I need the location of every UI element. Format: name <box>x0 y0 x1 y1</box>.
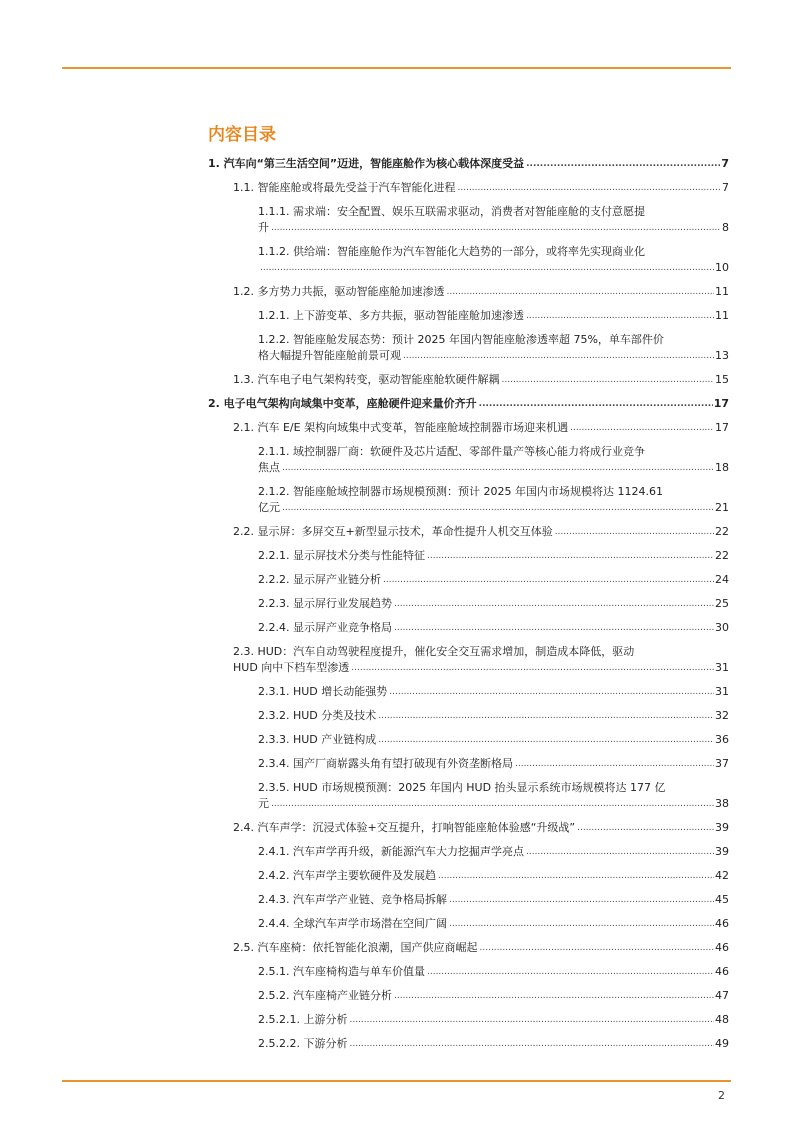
toc-entry-page: 7 <box>722 181 729 194</box>
toc-leader-dots <box>349 1040 714 1049</box>
toc-leader-dots <box>502 376 715 385</box>
toc-leader-dots <box>378 712 714 721</box>
toc-entry-text: 2.4. 汽车声学：沉浸式体验+交互提升，打响智能座舱体验感“升级战” <box>233 821 576 834</box>
toc-entry-page: 42 <box>715 869 729 882</box>
toc-leader-dots <box>394 992 714 1001</box>
toc-entry-page: 7 <box>721 157 729 170</box>
toc-entry-page: 48 <box>715 1013 729 1026</box>
toc-entry-page: 17 <box>713 397 729 410</box>
toc-leader-dots <box>555 528 714 537</box>
toc-entry-text: 2.4.3. 汽车声学产业链、竞争格局拆解 <box>258 893 447 906</box>
toc-leader-dots <box>394 624 714 633</box>
toc-entry-text: 1. 汽车向“第三生活空间”迈进，智能座舱作为核心载体深度受益 <box>208 157 525 170</box>
toc-entry-1-3[interactable] <box>233 372 729 388</box>
toc-entry-text-line2: 升 <box>258 221 269 234</box>
toc-entry-text: 2.2.4. 显示屏产业竞争格局 <box>258 621 392 634</box>
toc-leader-dots <box>403 352 714 361</box>
toc-entry-2-5-2[interactable] <box>258 988 729 1004</box>
toc-leader-dots <box>577 824 714 833</box>
toc-entry-page: 17 <box>715 421 729 434</box>
toc-entry-1-1-2[interactable] <box>258 244 729 276</box>
toc-entry-1[interactable] <box>208 156 729 172</box>
toc-entry-text: 2.4.1. 汽车声学再升级，新能源汽车大力挖掘声学亮点 <box>258 845 524 858</box>
toc-entry-text-line2: 格大幅提升智能座舱前景可观 <box>258 349 401 362</box>
toc-leader-dots <box>515 760 714 769</box>
toc-entry-text: 1.2. 多方势力共振，驱动智能座舱加速渗透 <box>233 285 445 298</box>
toc-leader-dots <box>427 968 714 977</box>
toc-leader-dots <box>480 944 715 953</box>
toc-entry-2-2-4[interactable] <box>258 620 729 636</box>
toc-leader-dots <box>570 424 714 433</box>
toc-leader-dots <box>271 224 721 233</box>
toc-entry-page: 25 <box>715 597 729 610</box>
toc-leader-dots <box>349 1016 714 1025</box>
toc-entry-2-5-2-1[interactable] <box>258 1012 729 1028</box>
toc-entry-page: 47 <box>715 989 729 1002</box>
toc-leader-dots <box>389 688 714 697</box>
toc-entry-text: 2.2.1. 显示屏技术分类与性能特征 <box>258 549 425 562</box>
toc-entry-2-1-2[interactable] <box>258 484 729 516</box>
toc-entry-text: 2.4.4. 全球汽车声学市场潜在空间广阔 <box>258 917 447 930</box>
toc-entry-page: 49 <box>715 1037 729 1050</box>
toc-entry-text: 2.3.3. HUD 产业链构成 <box>258 733 377 746</box>
toc-entry-1-1-1[interactable] <box>258 204 729 236</box>
toc-entry-2-4-3[interactable] <box>258 892 729 908</box>
toc-entry-page: 22 <box>715 525 729 538</box>
toc-leader-dots <box>526 312 714 321</box>
toc-entry-1-1[interactable] <box>233 180 729 196</box>
toc-entry-2-3-3[interactable] <box>258 732 729 748</box>
toc-leader-dots <box>449 920 714 929</box>
toc-entry-text-line1: 2.1.1. 域控制器厂商：软硬件及芯片适配、零部件量产等核心能力将成行业竞争 <box>258 445 645 458</box>
toc-entry-page: 15 <box>715 373 729 386</box>
toc-entry-text: 2.4.2. 汽车声学主要软硬件及发展趋 <box>258 869 436 882</box>
toc-entry-page: 18 <box>715 461 729 474</box>
toc-entry-text-line1: 1.1.1. 需求端：安全配置、娱乐互联需求驱动，消费者对智能座舱的支付意愿提 <box>258 205 645 218</box>
toc-entry-text: 2.2. 显示屏：多屏交互+新型显示技术，革命性提升人机交互体验 <box>233 525 553 538</box>
toc-entry-page: 36 <box>715 733 729 746</box>
toc-entry-text: 2.5.2.1. 上游分析 <box>258 1013 348 1026</box>
toc-entry-page: 37 <box>715 757 729 770</box>
toc-leader-dots <box>282 504 714 513</box>
toc-title: 内容目录 <box>208 125 276 145</box>
toc-leader-dots <box>438 872 714 881</box>
toc-entry-text-line1: 2.3.5. HUD 市场规模预测：2025 年国内 HUD 抬头显示系统市场规模将达 177 亿 <box>258 781 666 794</box>
toc-entry-text: 2. 电子电气架构向域集中变革，座舱硬件迎来量价齐升 <box>208 397 477 410</box>
toc-entry-2-2-1[interactable] <box>258 548 729 564</box>
toc-leader-dots <box>526 160 720 169</box>
toc-entry-text: 1.1. 智能座舱或将最先受益于汽车智能化进程 <box>233 181 456 194</box>
toc-entry-text-line2: 亿元 <box>258 501 280 514</box>
toc-entry-page: 46 <box>715 917 729 930</box>
toc-entry-text: 2.1. 汽车 E/E 架构向域集中式变革，智能座舱域控制器市场迎来机遇 <box>233 421 569 434</box>
toc-leader-dots <box>427 552 714 561</box>
toc-entry-2-4-4[interactable] <box>258 916 729 932</box>
toc-leader-dots <box>351 664 714 673</box>
toc-entry-page: 21 <box>715 501 729 514</box>
toc-entry-text: 2.5.2.2. 下游分析 <box>258 1037 348 1050</box>
toc-leader-dots <box>449 896 714 905</box>
toc-entry-text: 2.5. 汽车座椅：依托智能化浪潮，国产供应商崛起 <box>233 941 478 954</box>
page-number: 2 <box>718 1089 725 1102</box>
toc-entry-text: 2.2.3. 显示屏行业发展趋势 <box>258 597 392 610</box>
toc-entry-text: 2.3.4. 国产厂商崭露头角有望打破现有外资垄断格局 <box>258 757 513 770</box>
toc-entry-page: 31 <box>715 661 729 674</box>
toc-entry-page: 24 <box>715 573 729 586</box>
toc-entry-text: 2.2.2. 显示屏产业链分析 <box>258 573 381 586</box>
toc-entry-page: 13 <box>715 349 729 362</box>
toc-entry-text-line1: 2.1.2. 智能座舱域控制器市场规模预测：预计 2025 年国内市场规模将达 1124.61 <box>258 485 663 498</box>
toc-leader-dots <box>447 288 715 297</box>
toc-entry-2-4-2[interactable] <box>258 868 729 884</box>
toc-entry-2-3-1[interactable] <box>258 684 729 700</box>
toc-entry-page: 22 <box>715 549 729 562</box>
toc-entry-2[interactable] <box>208 396 729 412</box>
toc-entry-page: 8 <box>722 221 729 234</box>
toc-entry-page: 11 <box>715 309 729 322</box>
toc-entry-2-1-1[interactable] <box>258 444 729 476</box>
toc-leader-dots <box>378 736 714 745</box>
toc-leader-dots <box>526 848 714 857</box>
toc-entry-text: 1.2.1. 上下游变革、多方共振，驱动智能座舱加速渗透 <box>258 309 524 322</box>
toc-entry-page: 46 <box>715 965 729 978</box>
toc-entry-2-3-4[interactable] <box>258 756 729 772</box>
toc-entry-text: 2.3.1. HUD 增长动能强势 <box>258 685 388 698</box>
toc-entry-text-line1: 2.3. HUD：汽车自动驾驶程度提升，催化安全交互需求增加，制造成本降低，驱动 <box>233 645 635 658</box>
toc-entry-page: 31 <box>715 685 729 698</box>
toc-entry-page: 32 <box>715 709 729 722</box>
toc-entry-text-line2: HUD 向中下档车型渗透 <box>233 661 350 674</box>
toc-entry-2-3[interactable] <box>233 644 729 676</box>
toc-entry-2-1[interactable] <box>233 420 729 436</box>
toc-entry-2-4[interactable] <box>233 820 729 836</box>
toc-entry-2-5[interactable] <box>233 940 729 956</box>
toc-entry-1-2[interactable] <box>233 284 729 300</box>
toc-leader-dots <box>383 576 714 585</box>
toc-entry-2-2-2[interactable] <box>258 572 729 588</box>
toc-entry-text-line2: 焦点 <box>258 461 280 474</box>
toc-entry-2-5-2-2[interactable] <box>258 1036 729 1052</box>
toc-entry-page: 46 <box>715 941 729 954</box>
toc-entry-page: 45 <box>715 893 729 906</box>
toc-leader-dots <box>260 264 714 273</box>
toc-entry-2-2[interactable] <box>233 524 729 540</box>
toc-entry-text: 2.3.2. HUD 分类及技术 <box>258 709 377 722</box>
toc-leader-dots <box>394 600 714 609</box>
toc-leader-dots <box>458 184 722 193</box>
toc-entry-2-4-1[interactable] <box>258 844 729 860</box>
toc-entry-1-2-1[interactable] <box>258 308 729 324</box>
toc-entry-page: 10 <box>715 261 729 274</box>
toc-entry-page: 39 <box>715 821 729 834</box>
toc-entry-text-line1: 1.1.2. 供给端：智能座舱作为汽车智能化大趋势的一部分，或将率先实现商业化 <box>258 245 645 258</box>
toc-leader-dots <box>282 464 714 473</box>
toc-entry-page: 11 <box>715 285 729 298</box>
toc-entry-page: 38 <box>715 797 729 810</box>
toc-entry-text-line2: 元 <box>258 797 269 810</box>
toc-entry-2-2-3[interactable] <box>258 596 729 612</box>
footer-rule <box>62 1080 731 1082</box>
toc-entry-text-line1: 1.2.2. 智能座舱发展态势：预计 2025 年国内智能座舱渗透率超 75%，单车部件价 <box>258 333 664 346</box>
toc-entry-2-3-2[interactable] <box>258 708 729 724</box>
toc-entry-text: 2.5.1. 汽车座椅构造与单车价值量 <box>258 965 425 978</box>
toc-entry-page: 30 <box>715 621 729 634</box>
toc-entry-text: 2.5.2. 汽车座椅产业链分析 <box>258 989 392 1002</box>
toc-entry-2-5-1[interactable] <box>258 964 729 980</box>
toc-entry-2-3-5[interactable] <box>258 780 729 812</box>
toc-entry-1-2-2[interactable] <box>258 332 729 364</box>
toc-leader-dots <box>479 400 713 409</box>
toc-entry-text: 1.3. 汽车电子电气架构转变，驱动智能座舱软硬件解耦 <box>233 373 500 386</box>
toc-entry-page: 39 <box>715 845 729 858</box>
toc-leader-dots <box>271 800 714 809</box>
